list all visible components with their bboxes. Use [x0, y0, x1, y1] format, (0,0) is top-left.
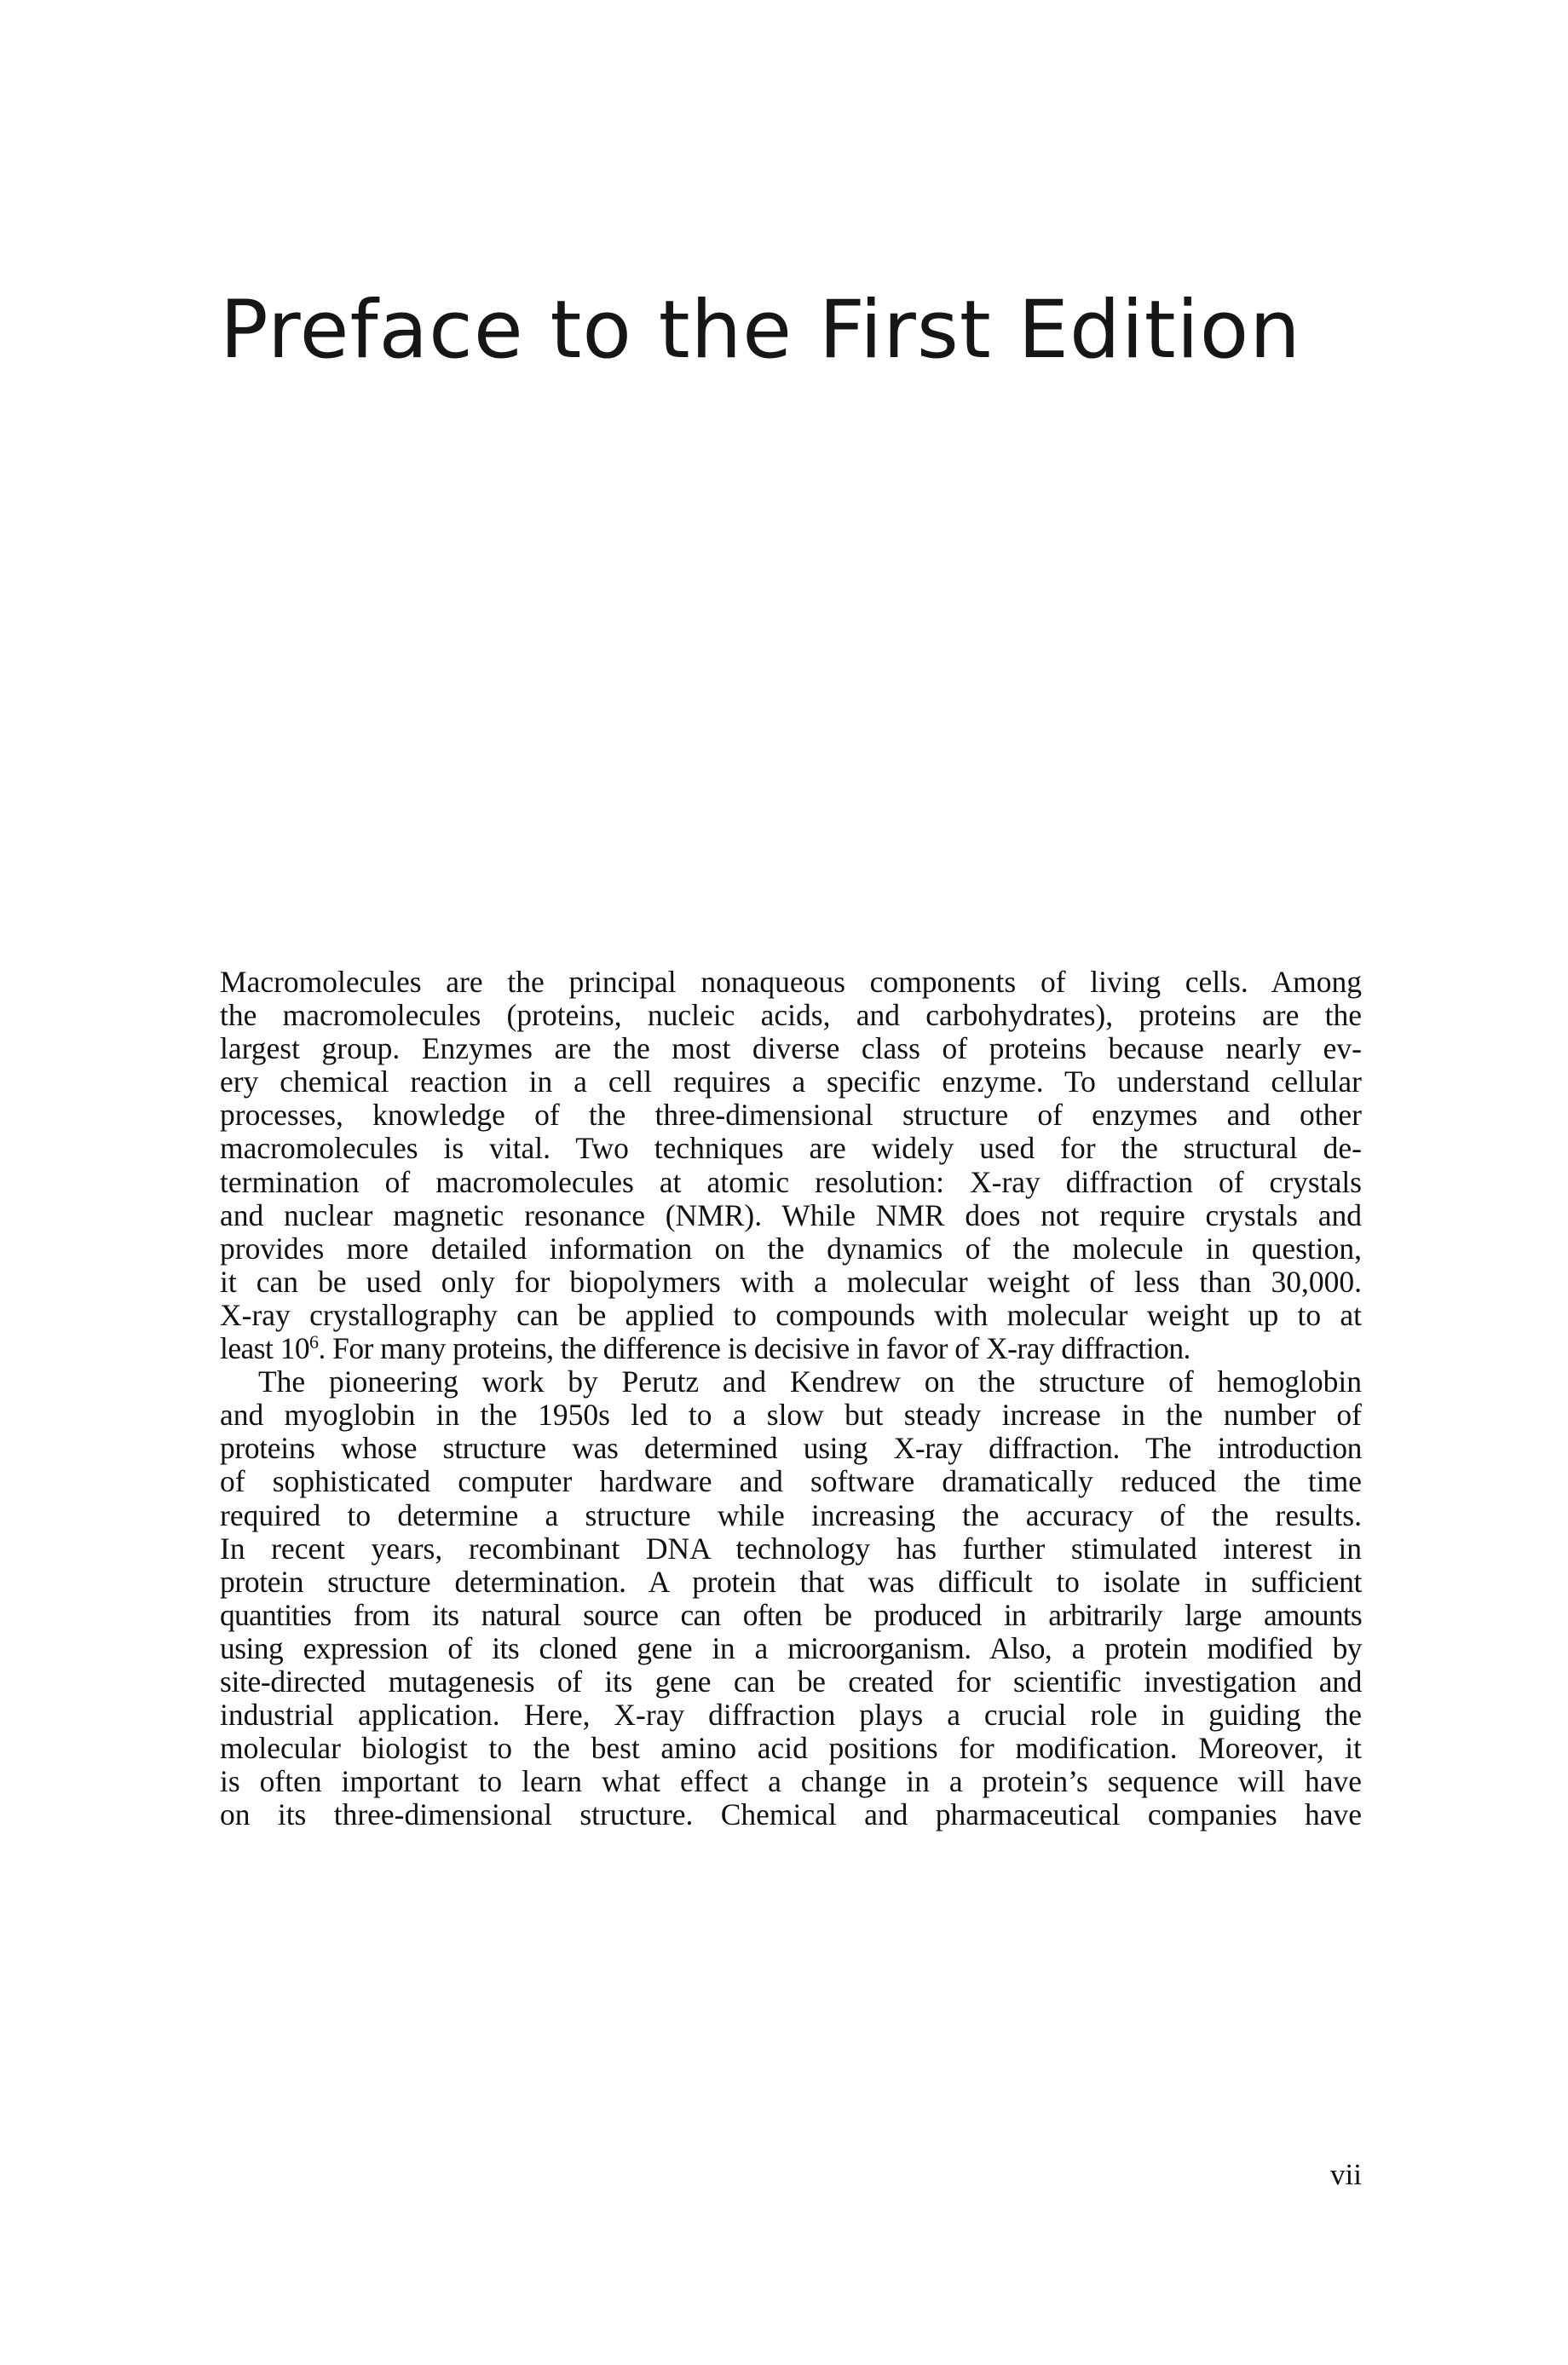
text-line: X-ray crystallography can be applied to compounds with molecular weight up to at [220, 1297, 1362, 1332]
text-line: largest group. Enzymes are the most diverse class of proteins because nearly ev- [220, 1031, 1362, 1066]
text-line: processes, knowledge of the three-dimensional structure of enzymes and other [220, 1098, 1362, 1133]
text-line: required to determine a structure while increasing the accuracy of the results. [220, 1497, 1362, 1532]
text-line: industrial application. Here, X-ray diffraction plays a crucial role in guiding the [220, 1698, 1362, 1733]
paragraph-2 [220, 1365, 1362, 1831]
text-line: In recent years, recombinant DNA technology has further stimulated interest in [220, 1531, 1362, 1566]
text-line: macromolecules is vital. Two techniques are widely used for the structural de- [220, 1131, 1362, 1166]
text-line: provides more detailed information on the dynamics of the molecule in question, [220, 1231, 1362, 1266]
text-line: ery chemical reaction in a cell requires a specific enzyme. To understand cellular [220, 1064, 1362, 1099]
text-fragment: least 10 [220, 1331, 310, 1366]
text-line: The pioneering work by Perutz and Kendrew on the structure of hemoglobin [258, 1364, 1362, 1399]
page-number: vii [1330, 2158, 1362, 2191]
text-line: using expression of its cloned gene in a microorganism. Also, a protein modified by [220, 1630, 1362, 1665]
text-line: and myoglobin in the 1950s led to a slow but steady increase in the number of [220, 1398, 1362, 1433]
text-line: quantities from its natural source can often be produced in arbitrarily large amounts [220, 1597, 1362, 1632]
superscript-exponent: 6 [309, 1330, 319, 1353]
text-line: site-directed mutagenesis of its gene can be created for scientific investigation and [220, 1664, 1362, 1699]
text-line: it can be used only for biopolymers with a molecular weight of less than 30,000. [220, 1264, 1362, 1299]
paragraph-1 [220, 966, 1362, 1365]
text-line: and nuclear magnetic resonance (NMR). While NMR does not require crystals and [220, 1197, 1362, 1232]
body-text [220, 966, 1362, 1831]
text-line: molecular biologist to the best amino acid positions for modification. Moreover, it [220, 1731, 1362, 1766]
chapter-title: Preface to the First Edition [220, 284, 1301, 377]
text-line: the macromolecules (proteins, nucleic acids, and carbohydrates), proteins are the [220, 998, 1362, 1033]
text-line: is often important to learn what effect a change in a protein’s sequence will have [220, 1764, 1362, 1799]
text-line: protein structure determination. A protein that was difficult to isolate in sufficient [220, 1564, 1362, 1599]
text-line: termination of macromolecules at atomic resolution: X-ray diffraction of crystals [220, 1164, 1362, 1199]
text-fragment: . For many proteins, the difference is decisive in favor of X-ray diffraction. [318, 1331, 1190, 1366]
text-line: of sophisticated computer hardware and software dramatically reduced the time [220, 1464, 1362, 1499]
text-line: on its three-dimensional structure. Chemical and pharmaceutical companies have [220, 1797, 1362, 1832]
text-line: Macromolecules are the principal nonaqueous components of living cells. Among [220, 965, 1362, 999]
text-line: proteins whose structure was determined using X-ray diffraction. The introduction [220, 1431, 1362, 1466]
text-line [220, 1332, 1362, 1365]
